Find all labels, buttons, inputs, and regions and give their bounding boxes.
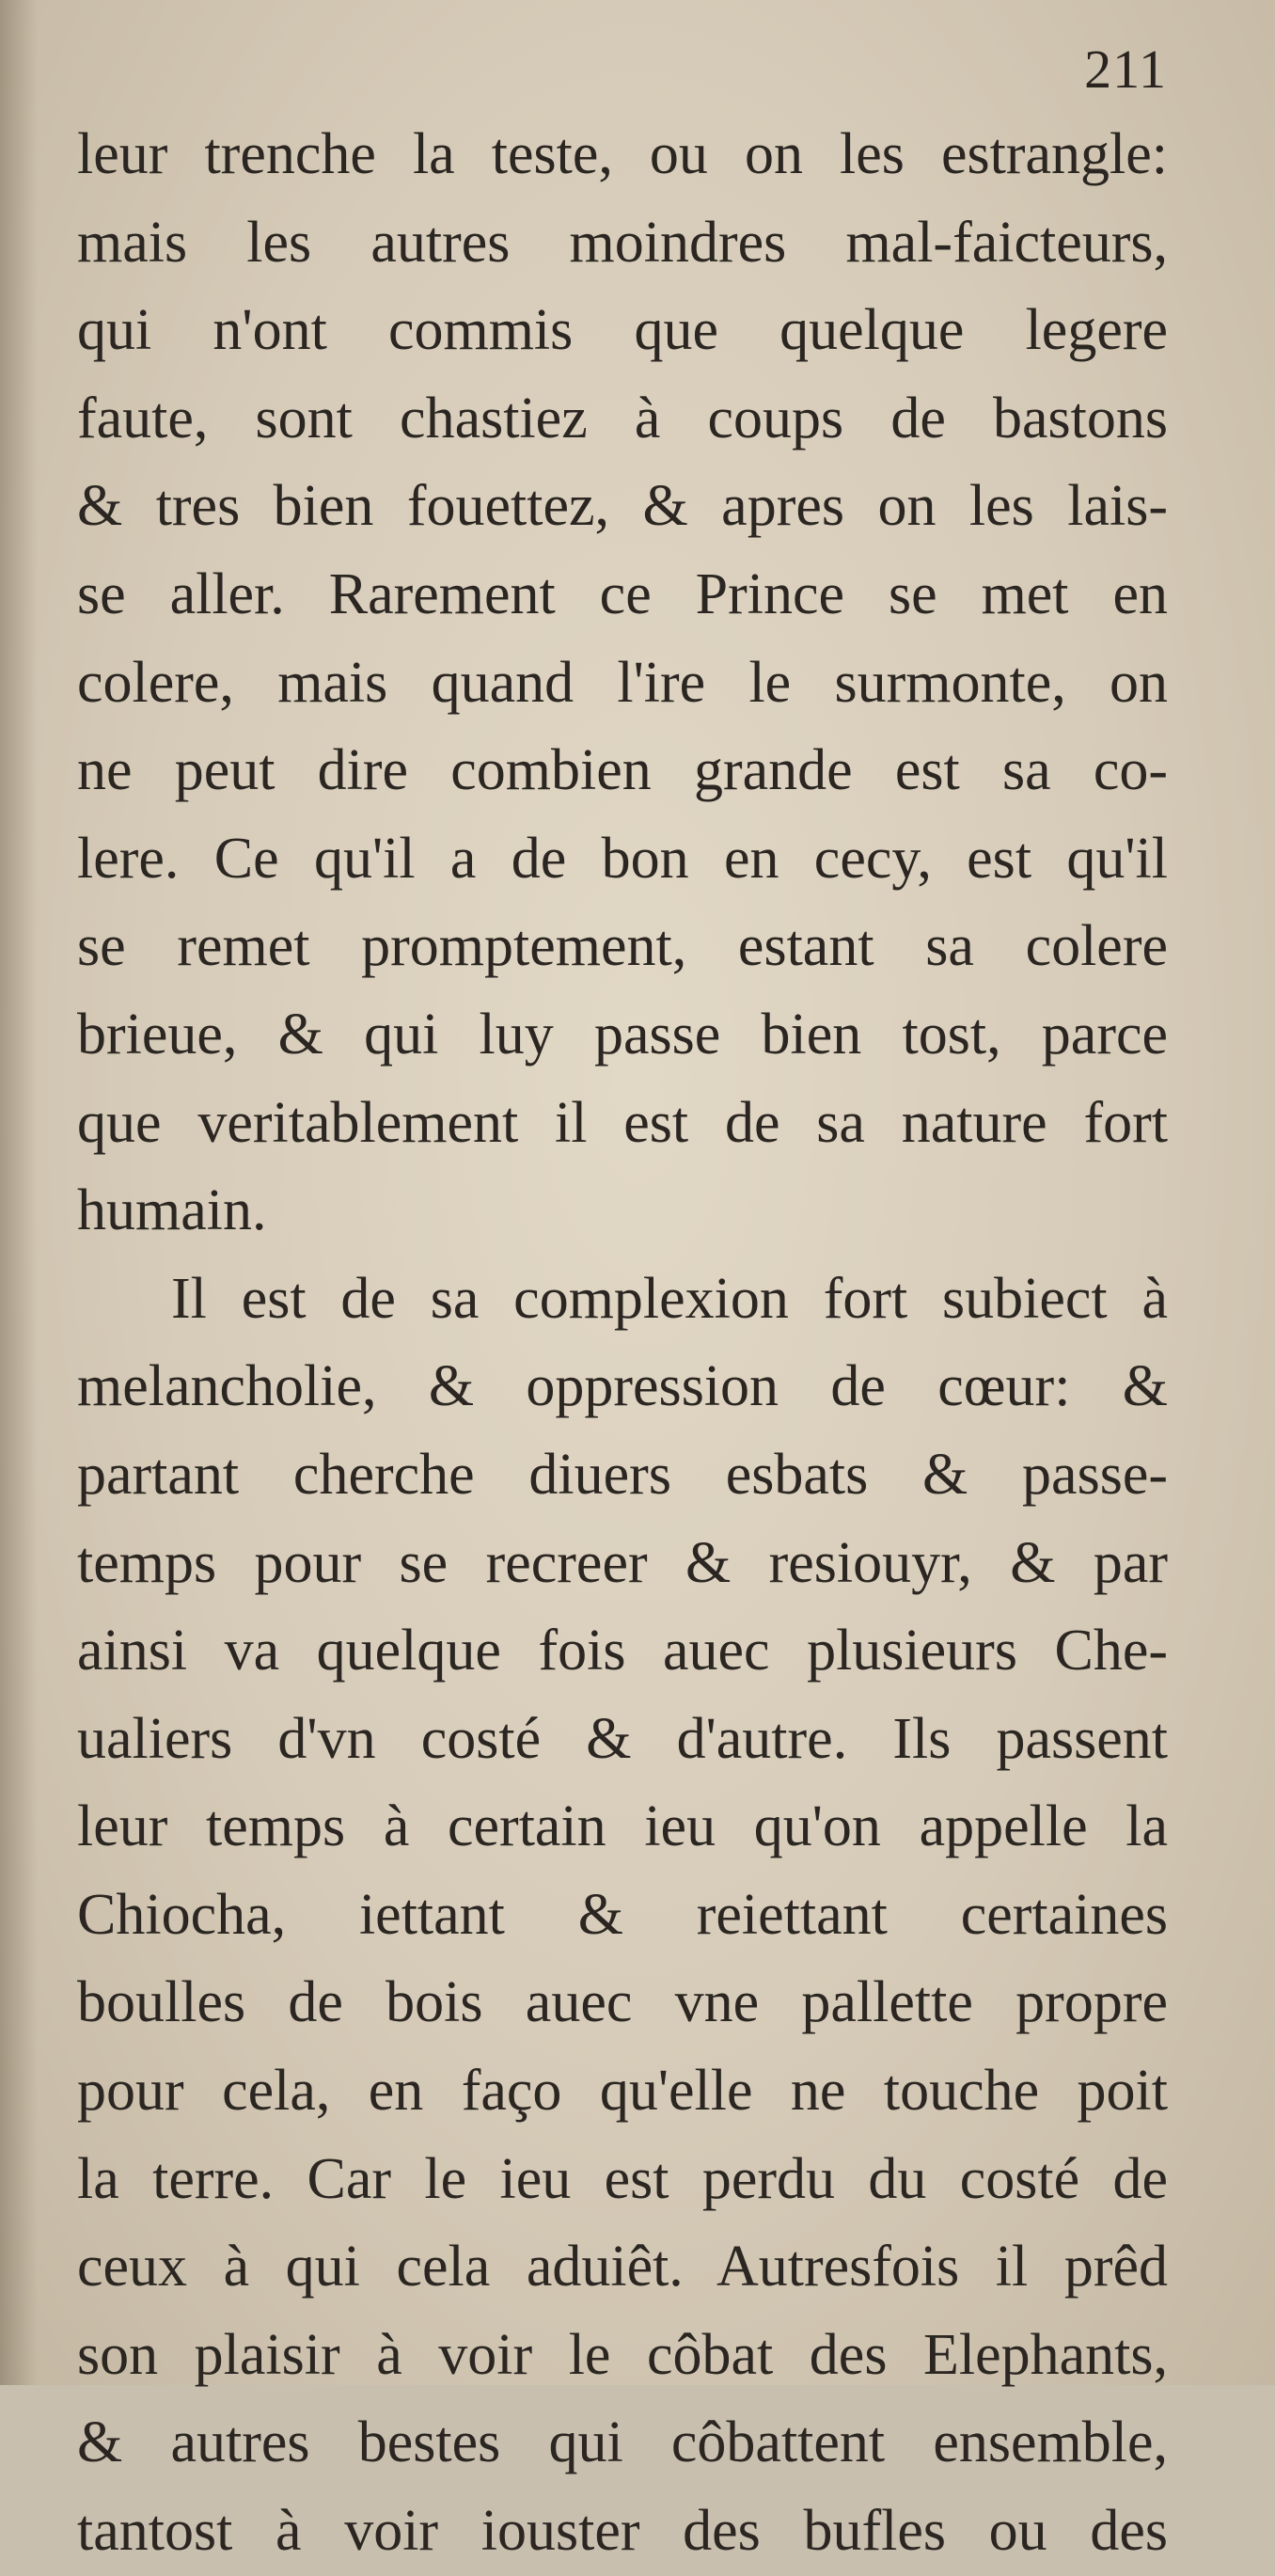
text-line: brieue, & qui luy passe bien tost, parce bbox=[77, 1002, 1168, 1067]
text-line: mais les autres moindres mal-faicteurs, bbox=[77, 210, 1168, 275]
text-line: son plaisir à voir le côbat des Elephants, bbox=[77, 2322, 1168, 2387]
text-line: ne peut dire combien grande est sa co- bbox=[77, 738, 1168, 803]
text-line: partant cherche diuers esbats & passe- bbox=[77, 1442, 1168, 1507]
text-line: la terre. Car le ieu est perdu du costé de bbox=[77, 2146, 1168, 2211]
text-line: se aller. Rarement ce Prince se met en bbox=[77, 561, 1168, 626]
text-line: temps pour se recreer & resiouyr, & par bbox=[77, 1530, 1168, 1595]
text-line: & autres bestes qui côbattent ensemble, bbox=[77, 2410, 1168, 2475]
text-line: leur temps à certain ieu qu'on appelle la bbox=[77, 1794, 1168, 1859]
text-line: ainsi va quelque fois auec plusieurs Che- bbox=[77, 1619, 1168, 1683]
text-line: que veritablement il est de sa nature fort bbox=[77, 1090, 1168, 1155]
text-line: qui n'ont commis que quelque legere bbox=[77, 298, 1168, 363]
page-edge-shadow bbox=[0, 0, 38, 2385]
text-line: pour cela, en faço qu'elle ne touche poit bbox=[77, 2059, 1168, 2124]
text-line: tantost à voir iouster des bufles ou des bbox=[77, 2499, 1168, 2564]
paragraph-start-line: Il est de sa complexion fort subiect à bbox=[171, 1266, 1168, 1331]
text-line: leur trenche la teste, ou on les estrangle: bbox=[77, 122, 1168, 186]
text-line: lere. Ce qu'il a de bon en cecy, est qu'il bbox=[77, 826, 1168, 891]
text-line: faute, sont chastiez à coups de bastons bbox=[77, 386, 1168, 450]
text-line: ualiers d'vn costé & d'autre. Ils passent bbox=[77, 1706, 1168, 1771]
text-line: melancholie, & oppression de cœur: & bbox=[77, 1354, 1168, 1419]
text-line: boulles de bois auec vne pallette propre bbox=[77, 1970, 1168, 2035]
text-line: Chiocha, iettant & reiettant certaines bbox=[77, 1882, 1168, 1947]
page-number: 211 bbox=[1084, 39, 1167, 100]
text-line: se remet promptement, estant sa colere bbox=[77, 914, 1168, 979]
text-line: colere, mais quand l'ire le surmonte, on bbox=[77, 650, 1168, 715]
page-text-block bbox=[77, 111, 1168, 2576]
text-line: ceux à qui cela aduiêt. Autresfois il prêd bbox=[77, 2235, 1168, 2299]
paragraph-end-line: humain. bbox=[77, 1178, 267, 1243]
text-line: & tres bien fouettez, & apres on les lais- bbox=[77, 474, 1168, 539]
